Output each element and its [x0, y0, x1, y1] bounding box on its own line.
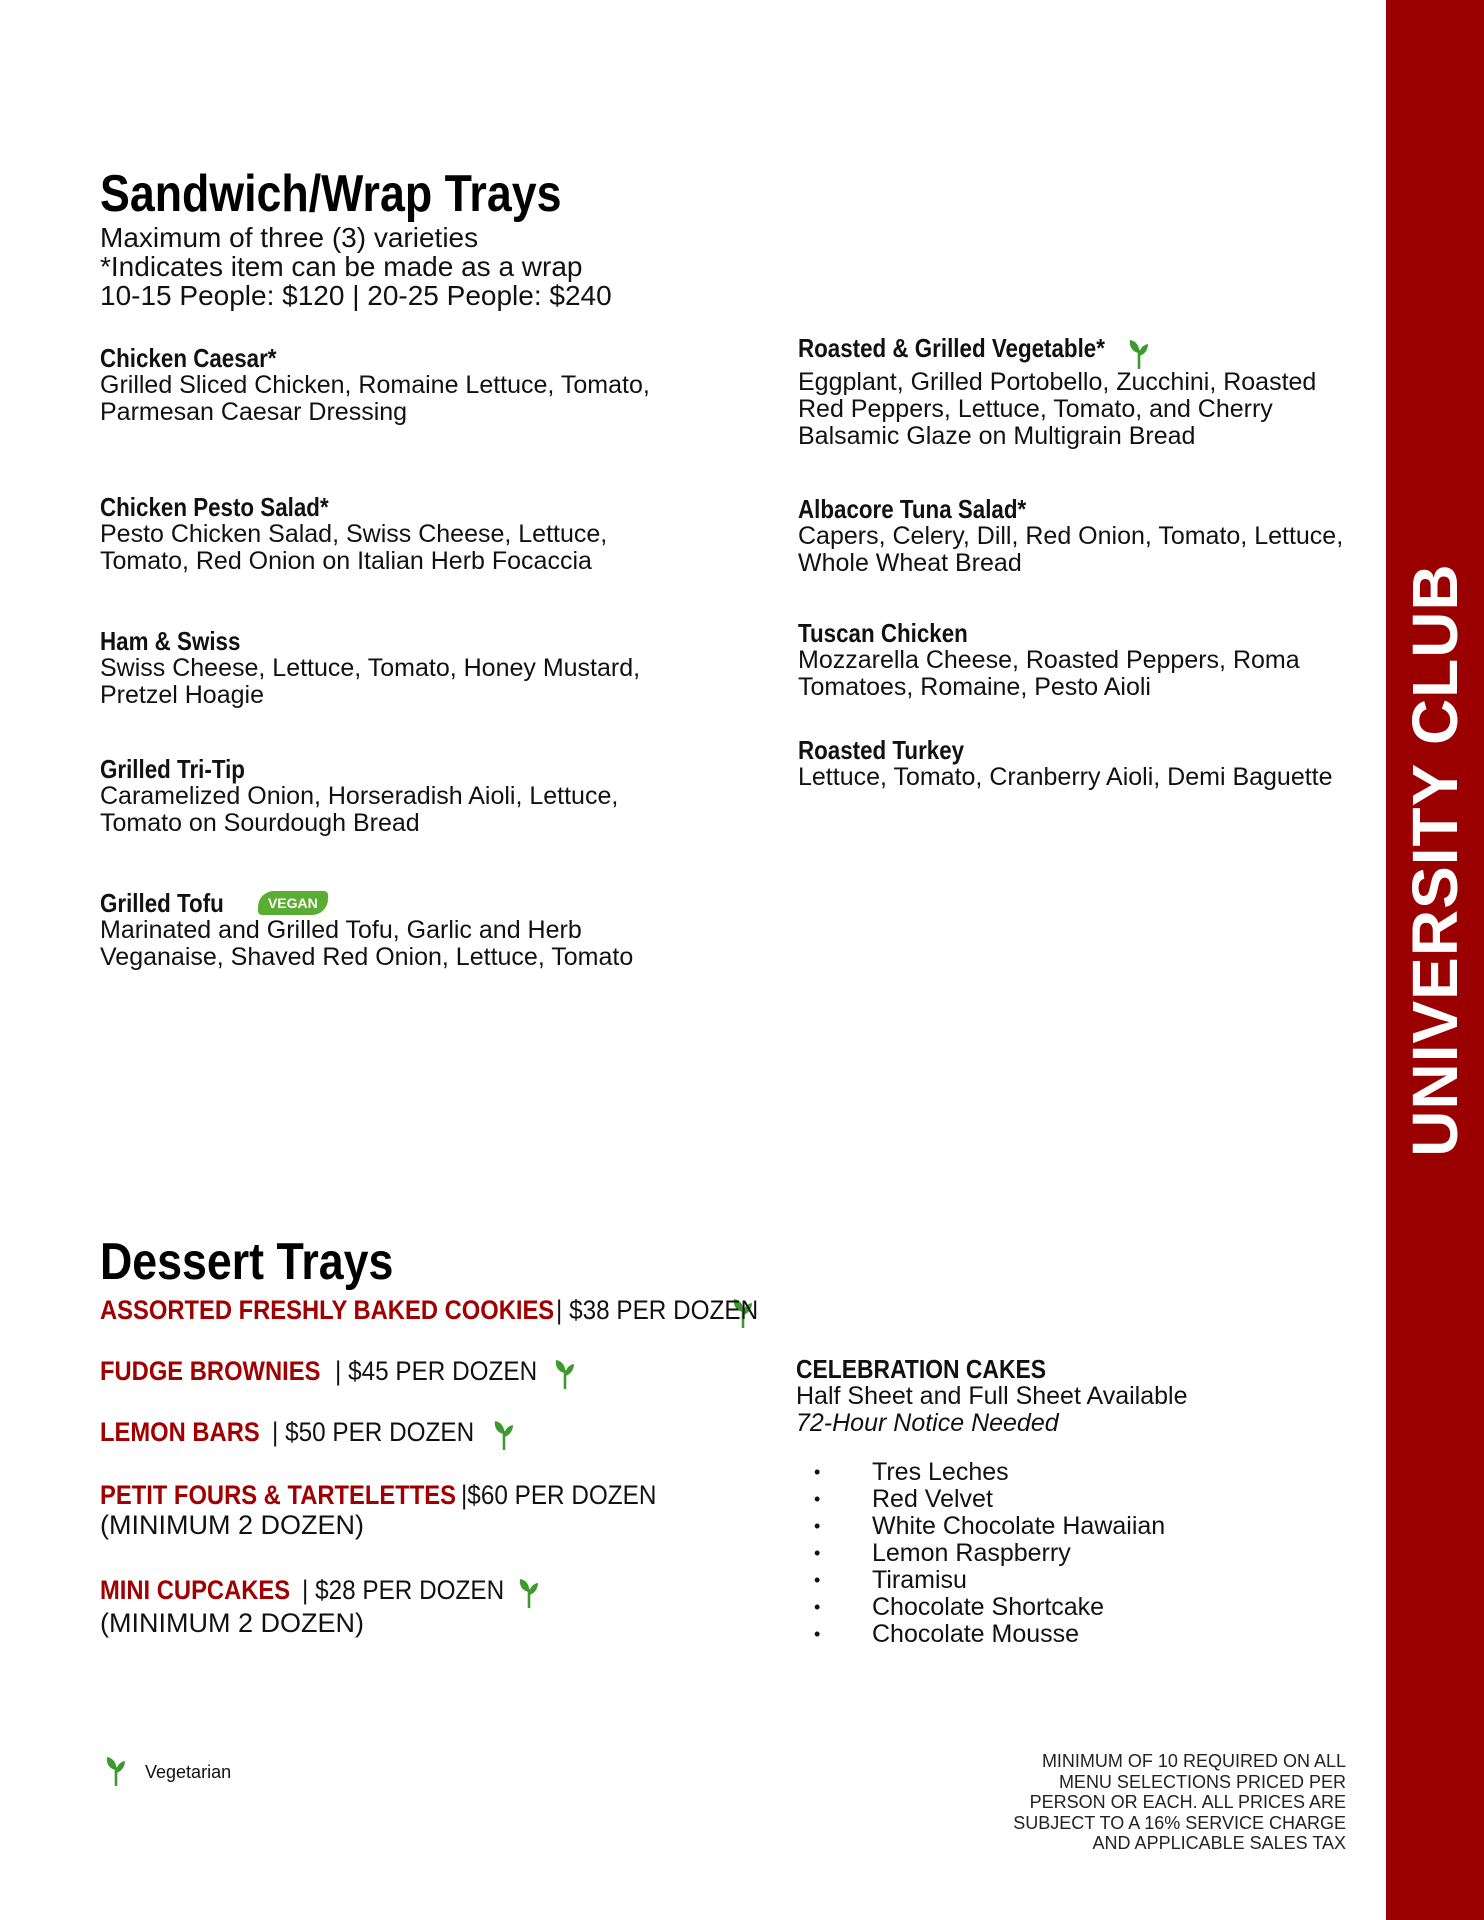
item-name: Chicken Caesar* — [100, 343, 277, 373]
cakes-notice: 72-Hour Notice Needed — [796, 1409, 1059, 1437]
item-description: Marinated and Grilled Tofu, Garlic and Herb Veganaise, Shaved Red Onion, Lettuce, Tomato — [100, 916, 634, 971]
menu-item — [798, 496, 1358, 577]
list-item: • Tres Leches — [796, 1459, 1336, 1486]
list-item: • White Chocolate Hawaiian — [796, 1513, 1336, 1540]
list-item: • Lemon Raspberry — [796, 1540, 1336, 1567]
dessert-item — [100, 1480, 678, 1540]
item-description: Pesto Chicken Salad, Swiss Cheese, Lettuce, Tomato, Red Onion on Italian Herb Focaccia — [100, 520, 608, 575]
disclaimer-line: MENU SELECTIONS PRICED PER — [1058, 1771, 1346, 1792]
item-name: Ham & Swiss — [100, 626, 241, 656]
dessert-minimum-note: (MINIMUM 2 DOZEN) — [100, 1607, 364, 1638]
menu-item — [100, 345, 700, 426]
leaf-icon — [1127, 337, 1151, 369]
disclaimer-line: SUBJECT TO A 16% SERVICE CHARGE — [1013, 1812, 1346, 1833]
dessert-name: PETIT FOURS & TARTELETTES — [100, 1480, 456, 1510]
disclaimer-line: AND APPLICABLE SALES TAX — [1092, 1833, 1346, 1853]
dessert-name: MINI CUPCAKES — [100, 1575, 291, 1605]
item-name: Roasted Turkey — [798, 735, 965, 765]
item-description: Grilled Sliced Chicken, Romaine Lettuce, Tomato, Parmesan Caesar Dressing — [100, 371, 650, 426]
dessert-price: | $50 PER DOZEN — [271, 1417, 474, 1447]
intro-line: Maximum of three (3) varieties — [100, 222, 479, 253]
dessert-section-title: Dessert Trays — [100, 1233, 394, 1291]
leaf-icon — [517, 1576, 541, 1608]
item-description: Caramelized Onion, Horseradish Aioli, Lettuce, Tomato on Sourdough Bread — [100, 782, 619, 837]
leaf-icon — [553, 1357, 577, 1389]
dessert-price: | $28 PER DOZEN — [302, 1575, 505, 1605]
dessert-name: FUDGE BROWNIES — [100, 1356, 321, 1386]
intro-line: 10-15 People: $120 | 20-25 People: $240 — [100, 280, 612, 311]
menu-item — [798, 737, 1358, 791]
menu-item — [100, 628, 700, 709]
item-name: Grilled Tri-Tip — [100, 754, 245, 784]
item-name: Chicken Pesto Salad* — [100, 492, 329, 522]
dessert-item — [100, 1295, 759, 1328]
item-description: Eggplant, Grilled Portobello, Zucchini, Roasted Red Peppers, Lettuce, Tomato, and Cherry Balsamic Glaze on Multigrain Bread — [798, 367, 1317, 450]
cakes-availability: Half Sheet and Full Sheet Available — [796, 1382, 1188, 1410]
disclaimer-line: PERSON OR EACH. ALL PRICES ARE — [1029, 1792, 1346, 1812]
disclaimer-line: MINIMUM OF 10 REQUIRED ON ALL — [1041, 1751, 1346, 1771]
item-name: Tuscan Chicken — [798, 618, 968, 648]
legend — [104, 1754, 231, 1788]
menu-item — [100, 890, 700, 971]
menu-item — [100, 494, 700, 575]
list-item: • Chocolate Mousse — [796, 1621, 1336, 1648]
dessert-item — [100, 1575, 541, 1638]
item-name: Albacore Tuna Salad* — [798, 494, 1027, 524]
item-description: Lettuce, Tomato, Cranberry Aioli, Demi Baguette — [798, 763, 1333, 791]
brand-name: UNIVERSITY CLUB — [1399, 563, 1471, 1157]
disclaimer — [930, 1751, 1346, 1854]
menu-item — [100, 756, 700, 837]
brand-sidebar — [1386, 0, 1484, 1920]
item-description: Capers, Celery, Dill, Red Onion, Tomato, Lettuce, Whole Wheat Bread — [798, 522, 1344, 577]
item-description: Swiss Cheese, Lettuce, Tomato, Honey Mustard, Pretzel Hoagie — [100, 654, 641, 709]
list-item: • Tiramisu — [796, 1567, 1336, 1594]
list-item: • Chocolate Shortcake — [796, 1594, 1336, 1621]
cakes-title: CELEBRATION CAKES — [796, 1354, 1047, 1384]
dessert-item — [100, 1356, 577, 1389]
dessert-price: | $45 PER DOZEN — [334, 1356, 537, 1386]
sandwich-section-title: Sandwich/Wrap Trays — [100, 165, 562, 223]
intro-line: *Indicates item can be made as a wrap — [100, 251, 583, 282]
leaf-icon — [492, 1418, 516, 1450]
legend-label: Vegetarian — [145, 1762, 232, 1782]
item-description: Mozzarella Cheese, Roasted Peppers, Roma Tomatoes, Romaine, Pesto Aioli — [798, 646, 1300, 701]
dessert-minimum-note: (MINIMUM 2 DOZEN) — [100, 1510, 364, 1540]
vegan-badge: VEGAN — [258, 891, 328, 915]
sandwich-intro — [100, 223, 612, 310]
list-item: • Red Velvet — [796, 1486, 1336, 1513]
item-name: Roasted & Grilled Vegetable* — [798, 333, 1105, 363]
item-name: Grilled Tofu — [100, 888, 224, 918]
dessert-name: LEMON BARS — [100, 1417, 260, 1447]
dessert-price: | $38 PER DOZEN — [556, 1295, 759, 1325]
menu-item — [798, 335, 1358, 450]
celebration-cakes — [796, 1356, 1336, 1648]
leaf-icon — [104, 1754, 128, 1786]
dessert-name: ASSORTED FRESHLY BAKED COOKIES — [100, 1295, 555, 1325]
cake-flavor-list — [796, 1459, 1336, 1648]
dessert-price: |$60 PER DOZEN — [460, 1480, 656, 1510]
menu-item — [798, 620, 1358, 701]
dessert-item — [100, 1417, 516, 1450]
